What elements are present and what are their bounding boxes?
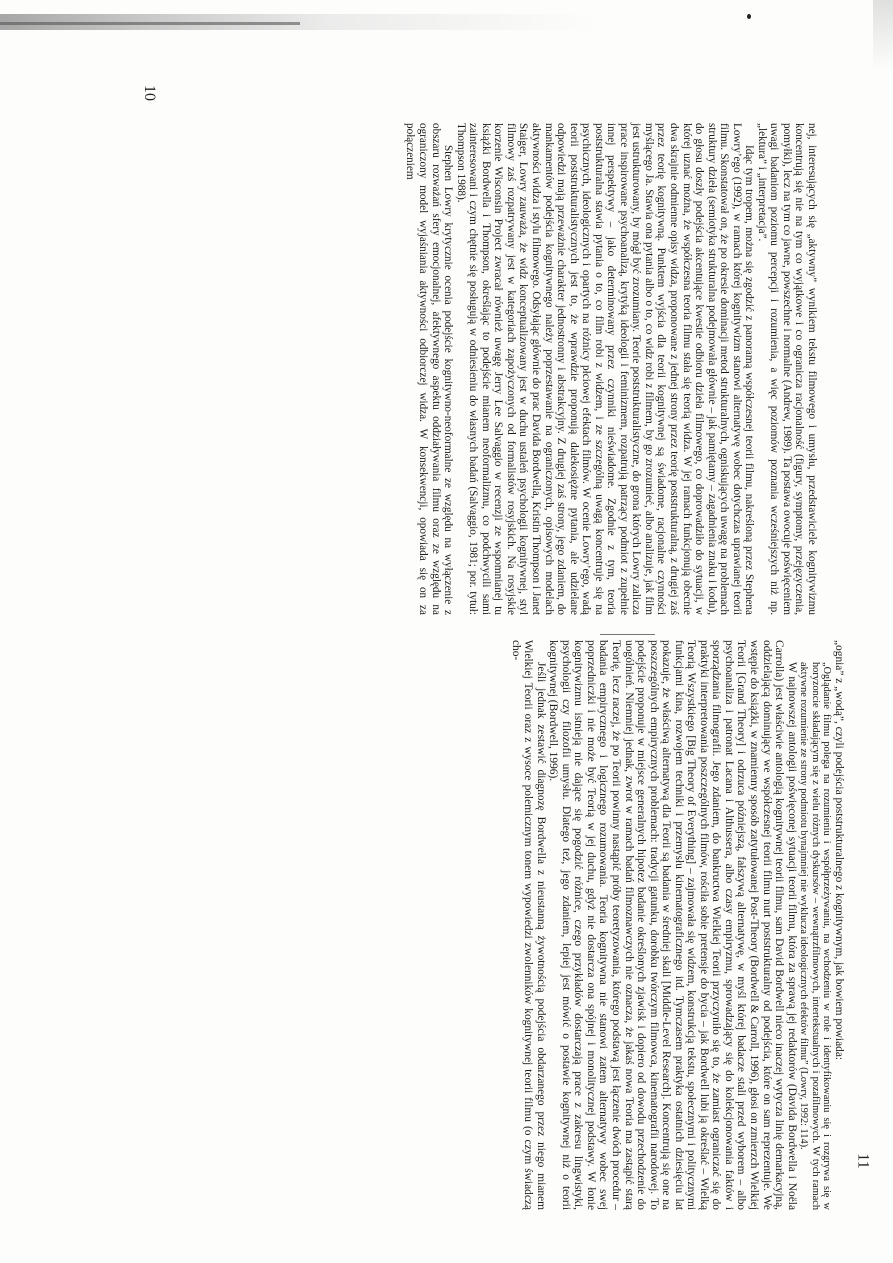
page-divider-mark — [600, 634, 655, 635]
page-number-right: 11 — [854, 1153, 872, 1169]
right-page-text — [125, 640, 845, 1210]
right-paragraph-2: Jeśli jednak zestawić diagnozę Bordwella z nieustanną żywotnością podejścia obdarzanego przez niego mianem Wielkiej Teorii oraz z wysoce polemicznym tonem wypowiedzi zwolenników kognitywnej teorii filmu (o czym świadczą cho- — [509, 640, 547, 1210]
left-paragraph-3: Stephen Lowry krytycznie ocenia podejście kognitywno-neoformalne ze względu na wyłączenie z obszaru rozważań sfery emocjonalnej, afektywnego aspektu oddziaływania filmu oraz ze względu na ograniczony model wyjaśniania aktywności odbiorczej widza. W konsekwencji, opowiada się on za połączeniem — [404, 123, 455, 615]
right-lead-text: „ogniа” z „wodą”, czyli podejścia poststrukturalnego z kognitywnym, jak bowiem powiada: — [833, 640, 845, 1061]
scan-edge-line — [0, 22, 300, 25]
left-paragraph-1: nej, interesujących się „aktywny” wynikiem tekstu filmowego i umysłu, przedstawiciele kognitywizmu koncentrują się nie na tym co wyjątkowe i co ogranicza racjonalność (figury, symptomy, przejęzyczenia, pomyłki), lecz na tym co jawne, powszechne i normalne (Andrew, 1989). Ta postawa owocuje poświęceniem uwagi badaniom poziomu percepcji i rozumienia, a więc poziomów poznania wcześniejszych niż np. „lektura” i „interpretacja”. — [755, 123, 818, 615]
scan-speck — [747, 14, 751, 19]
page-number-left: 10 — [141, 85, 158, 101]
block-quote-text: „Oglądanie filmu polega na rozumieniu i współprzeżywaniu, na wchodzeniu w role i identyfikowaniu się i rozgrywa się w horyzoncie składającym się z wielu różnych dyskursów – wewnątrzfilmowych, intertekstualnych i pozafilmowych. W tych ramach aktywne rozumienie ze strony podmiotu bynajmniej nie wyklucza ideologicznych efektów filmu” (Lowry, 1992: 114). — [798, 662, 833, 1210]
left-page-text — [128, 123, 818, 615]
right-paragraph-1: W najnowszej antologii poświęconej sytuacji teorii filmu, która za sprawą jej redaktorów (Davida Bordwella i Noëla Carrolla) jest właściwie antologią kognitywnej teorii filmu, sam David Bordwell nieco inaczej wytycza linię demarkacyjną, oddzielającą dominujący we współczesnej teorii filmu nurt poststrukturalny od podejścia, które on sam reprezentuje. We wstępie do książki, w znamienny sposób zatytułowanej Post-Theory (Bordwell & Carroll, 1996), głosi on zmierzch Wielkiej Teorii [Grand Theory] i odrzuca późniejszą, fałszywą alternatywę, w myśl której badacze stali przed wyborem – albo psychoanaliza i patronat Lacana i Althussera, albo czasy empiryzmu, sprowadzający się do kolekcjonowania faktów i sporządzania filmografii. Jego zdaniem, do bankructwa Wielkiej Teorii przyczyniło się to, że zamiast ograniczać się do praktyki interpretowania poszczególnych filmów, rościła sobie pretensje do bycia – jak Bordwell lubi ją określać – Wielką Teorią Wszystkiego [Big Theory of Everything] – zajmowała się widzem, konstrukcją tekstu, społecznymi i politycznymi funkcjami kina, rozwojem techniki i przemysłu kinematograficznego itd. Tymczasem praktyka ostatnich dziesięciu lat pokazuje, że właściwą alternatywą dla Teorii są badania w średniej skali [Middle-Level Research]. Koncentrują się one na poszczególnych empirycznych problemach: tradycji gatunku, dorobku twórczym filmowca, kinematografii narodowej. To podejście proponuje w miejsce generalnych hipotez badanie określonych zjawisk i dopiero od dowodu przechodzenie do uogólnień. Niemniej jednak, zwrot w ramach badań filmoznawczych nie oznacza, że jakaś nowa Teoria ma zastąpić starą Teorię, lecz raczej, że po Teorii powinny nastąpić próby teoretyzowania, którego podstawą jest łączenie dwóch procedur – badania empirycznego i logicznego rozumowania. Teoria kognitywna nie stanowi zatem alternatywy wobec swej poprzedniczki i nie może być Teorią w jej duchu, gdyż nie dostarcza ona spójnej i monolitycznej podstawy. W łonie kognitywizmu istnieją nie dające się pogodzić różnice, czego przykładów dostarczają prace z zakresu lingwistyki, psychologii czy filozofii umysłu. Dlatego też, jego zdaniem, lepiej jest mówić o postawie kognitywnej niż o teorii kognitywnej (Bordwell, 1996). — [547, 640, 798, 1210]
block-quote — [798, 640, 833, 1210]
scan-corner-shadow — [873, 0, 893, 70]
left-paragraph-2: Idąc tym tropem, można się zgodzić z panoramą współczesnej teorii filmu, nakreśloną przez Stephena Lowry’ego (1992), w ramach której kognitywizm stanowi alternatywę wobec dotychczas uprawianej teorii filmu. Skonstatował on, że po okresie dominacji metod strukturalnych, ogniskujących uwagę na problemach struktury dzieła (semiotyka strukturalna podejmowała głównie – jak pamiętamy – zagadnienia znaku i kodu), do głosu doszły podejścia akcentujące kwestie odbioru dzieła filmowego, co doprowadziło do sytuacji, w której uznać można, że współczesna teoria filmu stała się teorią widza. W jej ramach funkcjonują obecnie dwa skrajnie odmienne opisy widza, proponowane z jednej strony przez teorię poststrukturalną, z drugiej zaś przez teorię kognitywną. Punktem wyjścia dla teorii kognitywnej są świadome, racjonalne czynności myślącego Ja. Stawia ona pytania albo o to, co widz robi z filmem, by go zrozumieć, albo analizuje, jak film jest ustrukturowany, by mógł być zrozumiany. Teorie poststrukturalistyczne, do grona których Lowry zalicza prace inspirowane psychoanalizą, krytyką ideologii i feminizmem, rozpatrują patrzący podmiot z zupełnie innej perspektywy – jako determinowany przez czynniki nieświadome. Zgodnie z tym, teoria poststrukturalna stawia pytania o to, co film robi z widzem, i ze szczególną uwagą koncentruje się na psychicznych, ideologicznych i opartych na różnicy płciowej efektach filmów. W ocenie Lowry’ego, wadą teorii poststrukturalistycznych jest to, że wprawdzie proponują dalekosiężne pytania, ale udzielane odpowiedzi mają przeważnie charakter jednostronny i abstrakcyjny. Z drugiej zaś strony, jego zdaniem, do mankamentów podejścia kognitywnego należy poprzestawanie na ograniczonych, opisowych modelach aktywności widza i stylu filmowego. Odsyłając głównie do prac Davida Bordwella, Kristin Thompson i Janet Staiger, Lowry zauważa, że widz konceptualizowany jest w duchu ustaleń psychologii kognitywnej, styl filmowy zaś rozpatrywany jest w kategoriach zapożyczonych od formalistów rosyjskich. Na rosyjskie korzenie Wisconsin Project zwracał również uwagę Jerry Lee Salvaggio w recenzji ze wspomnianej tu książki Bordwella i Thompson, określając to podejście mianem neoformalizmu, co podchwycili sami zainteresowani i czym chętnie się posługują w odniesieniu do własnych badań (Salvaggio, 1981; por. tytuł: Thompson 1988). — [454, 123, 756, 615]
